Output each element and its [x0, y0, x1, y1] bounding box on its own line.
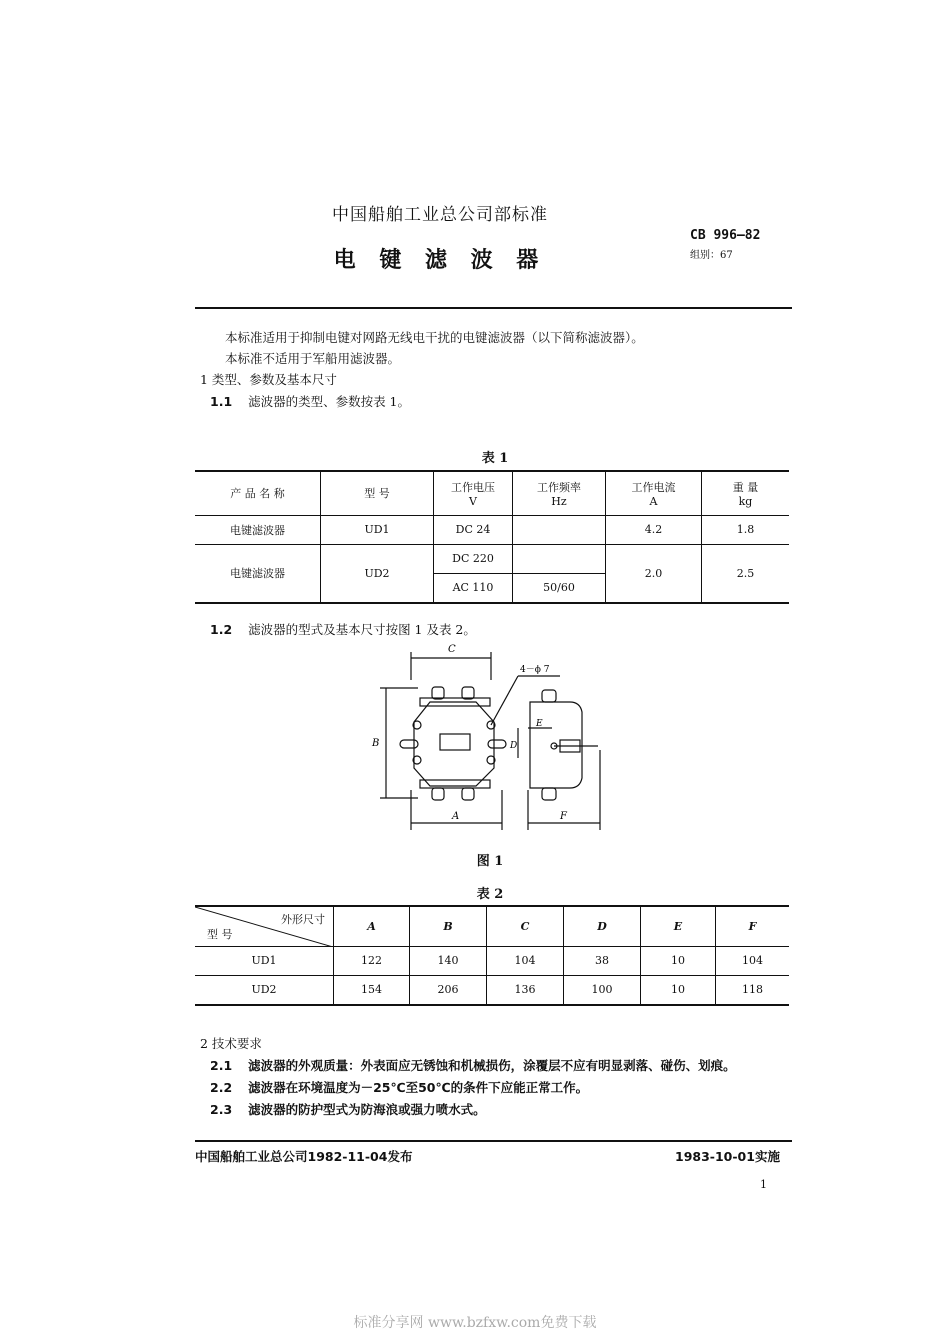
- dim-e-label: E: [536, 719, 543, 729]
- side-top-terminal: [542, 690, 556, 702]
- footer-rule: [195, 1140, 792, 1142]
- clause-1-1-text: 滤波器的类型、参数按表 1。: [248, 394, 410, 409]
- table-1-cell-name: 电键滤波器: [195, 515, 321, 544]
- table-2-corner-bottom: 型 号: [207, 927, 233, 941]
- table-1-header-voltage-label: 工作电压: [451, 480, 495, 494]
- table-1-cell-current: 4.2: [606, 515, 702, 544]
- table-2-header-c: C: [487, 906, 564, 946]
- dim-d-label: D: [510, 741, 518, 751]
- clause-1-2: [210, 620, 476, 640]
- clause-2-3: [210, 1100, 486, 1120]
- top-terminal-right: [462, 687, 474, 699]
- clause-2-1-text: 滤波器的外观质量：外表面应无锈蚀和机械损伤，涂覆层不应有明显剥落、碰伤、划痕。: [248, 1058, 736, 1073]
- table-2-cell-d: 100: [564, 975, 641, 1005]
- table-2-cell-c: 104: [487, 946, 564, 975]
- table-2-cell-model: UD1: [195, 946, 334, 975]
- table-1-header-frequency: [513, 471, 606, 515]
- intro-paragraph-2: 本标准不适用于军船用滤波器。: [225, 351, 401, 366]
- dim-f-label: F: [560, 811, 567, 822]
- table-1-header-weight: [702, 471, 790, 515]
- bottom-terminal-left: [432, 788, 444, 800]
- table-1-cell-weight: 1.8: [736, 523, 755, 536]
- table-1-cell-frequency-empty: [513, 544, 606, 573]
- front-nameplate: [440, 734, 470, 750]
- table-2-cell-b: 206: [410, 975, 487, 1005]
- table-1: [195, 470, 789, 604]
- clause-2-2: [210, 1078, 588, 1098]
- page-number: 1: [760, 1178, 767, 1191]
- table-2-cell-model: UD2: [195, 975, 334, 1005]
- table-2-caption: 表 2: [476, 887, 504, 902]
- clause-1-1: [210, 392, 410, 412]
- table-2-header-e: E: [641, 906, 716, 946]
- standard-group: 组别：67: [690, 250, 733, 261]
- header-rule: [195, 307, 792, 309]
- clause-2-1-number: 2.1: [210, 1058, 233, 1073]
- table-2-header-d: D: [564, 906, 641, 946]
- table-2-cell-f: 104: [742, 954, 763, 967]
- dim-b-label: B: [372, 738, 380, 749]
- clause-2-2-text: 滤波器在环境温度为－25℃至50℃的条件下应能正常工作。: [248, 1080, 589, 1095]
- table-1-header-voltage: [434, 471, 513, 515]
- document-title: 电 键 滤 波 器: [333, 248, 547, 273]
- table-row: [195, 946, 789, 975]
- table-1-cell-model: UD2: [321, 544, 434, 603]
- table-1-header-current-label: 工作电流: [631, 480, 676, 494]
- section-1-title: 1 类型、参数及基本尺寸: [200, 372, 337, 387]
- clause-1-2-text: 滤波器的型式及基本尺寸按图 1 及表 2。: [248, 622, 476, 637]
- table-2-header-row: [195, 906, 789, 946]
- table-2-cell-c: 136: [487, 975, 564, 1005]
- table-1-header-weight-label: 重 量: [732, 480, 759, 494]
- side-body: [530, 702, 582, 788]
- table-2-cell-b: 140: [410, 946, 487, 975]
- front-body: [414, 702, 494, 786]
- bottom-terminal-right: [462, 788, 474, 800]
- table-1-header-voltage-unit: V: [469, 494, 477, 508]
- section-2-title: 2 技术要求: [200, 1036, 262, 1051]
- table-1-cell-frequency: [513, 515, 606, 544]
- site-watermark: 标准分享网 www.bzfxw.com免费下载: [353, 1315, 597, 1331]
- table-1-cell-weight: 2.5: [736, 566, 755, 580]
- table-2-cell-e: 10: [641, 946, 716, 975]
- table-2-corner-top: 外形尺寸: [281, 913, 325, 926]
- clause-1-2-number: 1.2: [210, 622, 233, 637]
- issue-date: 中国船舶工业总公司1982-11-04发布: [195, 1149, 413, 1164]
- table-2: [195, 905, 789, 1006]
- dim-c-label: C: [448, 644, 456, 655]
- table-2-cell-a: 122: [334, 946, 410, 975]
- table-2-cell-f: 118: [742, 983, 763, 997]
- table-row: [195, 544, 789, 573]
- figure-1-drawing: [370, 640, 620, 840]
- table-2-header-a: A: [334, 906, 410, 946]
- table-row: [195, 975, 789, 1005]
- clause-1-1-number: 1.1: [210, 394, 233, 409]
- table-1-header-current-unit: A: [649, 494, 658, 508]
- top-terminal-left: [432, 687, 444, 699]
- table-1-cell-name: 电键滤波器: [195, 544, 321, 603]
- table-1-cell-model: UD1: [321, 515, 434, 544]
- table-2-corner-cell: [195, 906, 334, 946]
- table-1-caption: 表 1: [481, 451, 509, 466]
- effective-date: 1983-10-01实施: [675, 1149, 780, 1164]
- side-gland-left: [400, 740, 418, 748]
- table-1-cell-frequency: 50/60: [513, 573, 606, 603]
- table-2-cell-e: 10: [641, 975, 716, 1005]
- publisher-name: 中国船舶工业总公司部标准: [332, 205, 548, 225]
- table-1-cell-voltage: DC 24: [434, 515, 513, 544]
- table-2-cell-a: 154: [334, 975, 410, 1005]
- clause-2-3-number: 2.3: [210, 1102, 233, 1117]
- table-1-header-row: [195, 471, 789, 515]
- table-row: [195, 515, 789, 544]
- clause-2-2-number: 2.2: [210, 1080, 233, 1095]
- table-2-header-b: B: [410, 906, 487, 946]
- clause-2-1: [210, 1056, 736, 1076]
- table-1-header-frequency-label: 工作频率: [537, 480, 581, 494]
- front-bottom-plate: [420, 780, 490, 788]
- holes-leader: [491, 676, 518, 725]
- side-gland-right: [488, 740, 506, 748]
- figure-1-caption: 图 1: [476, 854, 504, 869]
- table-1-header-weight-unit: kg: [738, 494, 753, 508]
- table-1-cell-voltage: AC 110: [434, 573, 513, 603]
- holes-label: 4－ϕ 7: [520, 665, 550, 675]
- table-1-cell-current: 2.0: [606, 544, 702, 603]
- standard-code: CB 996—82: [690, 228, 761, 243]
- table-1-header-frequency-unit: Hz: [551, 494, 567, 508]
- table-1-header-current: [606, 471, 702, 515]
- dim-a-label: A: [452, 811, 460, 822]
- table-1-cell-voltage: DC 220: [434, 544, 513, 573]
- table-1-header-model: 型 号: [321, 471, 434, 515]
- intro-paragraph-1: 本标准适用于抑制电键对网路无线电干扰的电键滤波器（以下简称滤波器）。: [225, 330, 644, 345]
- side-bottom-terminal: [542, 788, 556, 800]
- table-2-header-f: F: [748, 919, 757, 933]
- table-2-cell-d: 38: [564, 946, 641, 975]
- table-1-header-name: 产 品 名 称: [195, 471, 321, 515]
- clause-2-3-text: 滤波器的防护型式为防海浪或强力喷水式。: [248, 1102, 486, 1117]
